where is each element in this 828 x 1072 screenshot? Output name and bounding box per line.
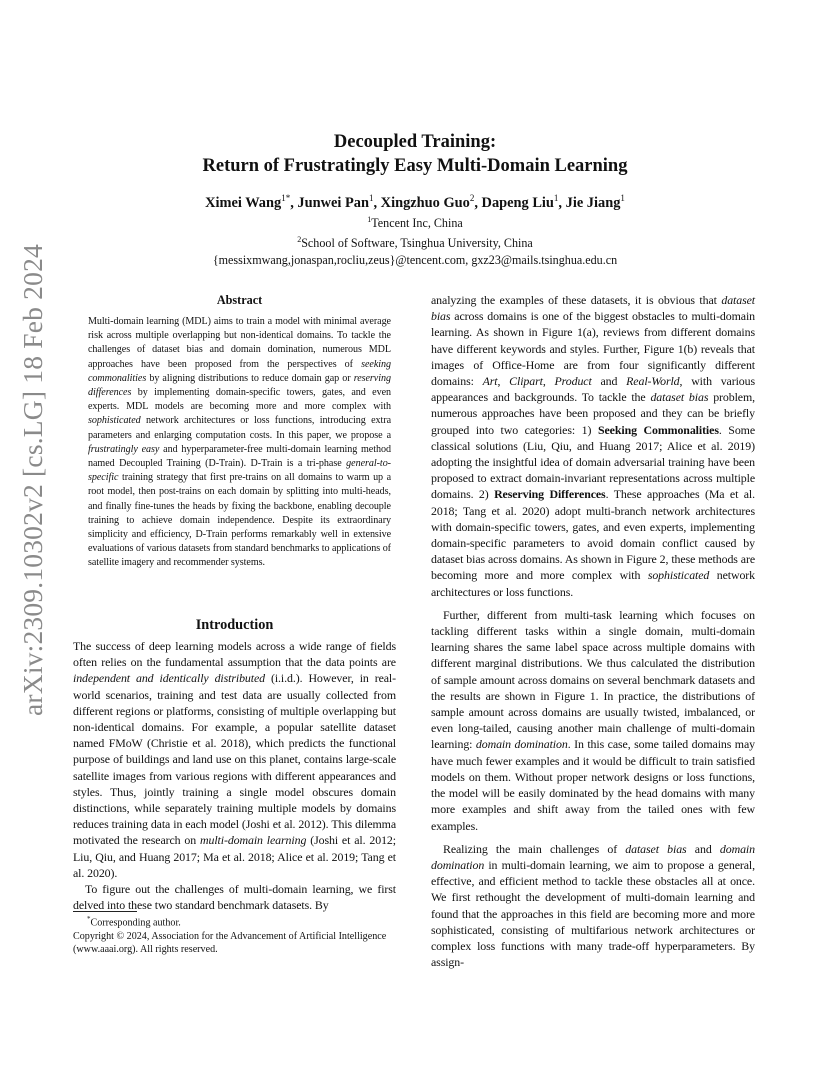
text-run: (Joshi et al. 2012; Liu, Qiu, and Huang 2017; Ma et al. 2018; Alice et al. 2019; Tang et al. 2020). xyxy=(73,833,396,880)
author-affiliation-marker: 1 xyxy=(553,193,559,203)
introduction-paragraph-2: To figure out the challenges of multi-domain learning, we first delved into these two standard benchmark datasets. By xyxy=(73,882,396,913)
text-run: (i.i.d.). However, in real-world scenarios, training and test data are usually collected from different regions or platforms, consisting of multiple overlapping but non-identical domains. For example, a popular satellite dataset named FMoW (Christie et al. 2018), which predicts the functional purpose of buildings and land use on this planet, contains large-scale satellite images from various regions with different appearances and styles. Thus, jointly training a single model obscures domain distinctions, while separately training multiple models by domains reduces training data in each model (Joshi et al. 2012). This dilemma motivated the research on xyxy=(73,671,397,848)
footnotes xyxy=(73,913,403,956)
text-run: , with various appearances and backgrounds. To tackle the xyxy=(431,374,756,405)
introduction-heading: Introduction xyxy=(195,617,274,633)
text-run: and xyxy=(591,374,627,389)
introduction-section xyxy=(73,617,396,913)
arxiv-identifier: arXiv:2309.10302v2 [cs.LG] 18 Feb 2024 xyxy=(17,243,48,716)
emphasis: Product xyxy=(554,374,592,389)
bold-term: Seeking Commonalities xyxy=(597,422,719,437)
emphasis: Clipart xyxy=(509,374,543,389)
emphasis: sophisticated xyxy=(647,568,710,583)
author-affiliation-marker: 1 xyxy=(620,193,625,203)
emphasis: reserving differences xyxy=(88,372,391,399)
affiliation-marker: 1 xyxy=(367,215,372,224)
affiliation-text: School of Software, Tsinghua University, China xyxy=(301,235,533,250)
text-run: network architectures or loss functions. xyxy=(431,568,755,599)
text-run: . These approaches (Ma et al. 2018; Tang et al. 2020) adopt multi-branch network architectures with domain-specific towers, gates, and even experts, implementing domain-specific parameters to avoid domain conflict caused by dataset bias across domains. As shown in Figure 2, these methods are becoming more and more complex with xyxy=(431,487,755,583)
text-run: by aligning distributions to reduce domain gap or xyxy=(146,372,354,384)
affiliation-marker: 2 xyxy=(297,234,302,244)
text-run: training strategy that first pre-trains on all domains to warm up a root model, then post-trains on each domain by splitting into multi-heads, and finally fine-tunes the heads by fixing the backbone, enabling decouple training to achieve domain independence. Despite its extraordinary simplicity and efficiency, D-Train performs remarkably well in extensive evaluations of various datasets from standard benchmarks to applications of satellite imagery and recommender systems. xyxy=(88,472,391,569)
emphasis: domain domination xyxy=(431,841,755,872)
paper-title-line-2: Return of Frustratingly Easy Multi-Domain Learning xyxy=(202,156,628,176)
text-run: in multi-domain learning, we aim to propose a general, effective, and efficient method to tackle these obstacles all at once. We first rethought the development of multi-domain learning and found that the approaches in this field are becoming more and more sophisticated, consisting of multifarious network architectures or complex loss functions with many trade-off hyperparameters. By assign- xyxy=(431,857,755,970)
abstract-paragraph xyxy=(88,315,391,571)
author-name: Xingzhuo Guo xyxy=(380,194,470,211)
body-paragraph-1 xyxy=(431,292,755,600)
footnote-text: Corresponding author. xyxy=(90,917,181,929)
author-name: Ximei Wang xyxy=(205,194,282,211)
emphasis: sophisticated xyxy=(88,415,141,427)
paper-title-line-1: Decoupled Training: xyxy=(333,132,497,152)
author-separator: , xyxy=(558,194,566,211)
text-run: Realizing the main challenges of xyxy=(443,841,626,856)
text-run: . In this case, some tailed domains may have much fewer examples and it would be difficult to train satisfied models on them. Without proper network designs or loss functions, the model will be easily dominated by the head domains with many more examples and shift away from the tailed ones with few examples. xyxy=(431,737,755,833)
affiliation-1 xyxy=(110,212,720,232)
paper-title xyxy=(130,130,700,178)
text-run: across domains is one of the biggest obstacles to multi-domain learning. As shown in Figure 1(a), reviews from different domains have different keywords and styles. Further, Figure 1(b) reveals that images of Office-Home are from four significantly different domains: xyxy=(431,309,755,389)
author-separator: , xyxy=(474,194,482,211)
emphasis: seeking commonalities xyxy=(88,358,391,384)
emphasis: multi-domain learning xyxy=(200,833,307,848)
text-run: by implementing domain-specific towers, gates, and even experts. MDL models are becoming more and more complex with xyxy=(88,387,391,413)
text-run: and hyperparameter-free multi-domain learning method named Decoupled Training (D-Train). D-Train is a tri-phase xyxy=(88,443,391,470)
author-name: Jie Jiang xyxy=(565,194,621,211)
emphasis: dataset bias xyxy=(431,293,755,324)
affiliation-text: Tencent Inc, China xyxy=(371,216,463,231)
text-run: network architectures or loss functions, introducing extra parameters and enlarging computation costs. In this paper, we propose a xyxy=(88,415,391,441)
text-run: , xyxy=(497,374,510,389)
body-paragraph-2 xyxy=(431,607,755,834)
text-run: The success of deep learning models across a wide range of fields often relies on the fundamental assumption that the data points are xyxy=(73,639,396,670)
author-affiliation-marker: 2 xyxy=(469,193,475,203)
author-separator: , xyxy=(373,194,381,211)
text-run: Further, different from multi-task learning which focuses on tackling different tasks within a single domain, multi-domain learning shares the same label space across multiple domains with different marginal distributions. We thus calculated the distribution of sample amount across domains on several benchmark datasets and the results are shown in Figure 1. In practice, the distributions of sample amount across domains are usually twisted, imbalanced, or even long-tailed, causing another main challenge of multi-domain learning: xyxy=(431,607,755,752)
emphasis: Real-World xyxy=(626,374,680,389)
author-name: Dapeng Liu xyxy=(481,194,554,211)
footnote-marker: * xyxy=(87,915,91,923)
introduction-paragraph-1 xyxy=(73,638,396,881)
footnote-divider xyxy=(73,911,137,912)
text-run: and xyxy=(686,841,720,856)
arxiv-identifier-sidebar xyxy=(14,243,52,716)
author-list xyxy=(110,189,720,212)
affiliation-block xyxy=(110,212,720,268)
text-run: analyzing the examples of these datasets, it is obvious that xyxy=(431,293,722,307)
author-affiliation-marker: 1* xyxy=(281,193,291,203)
author-name: Junwei Pan xyxy=(297,194,369,211)
emphasis: general-to-specific xyxy=(88,458,391,484)
body-paragraph-3 xyxy=(431,841,755,971)
emphasis: dataset bias xyxy=(650,390,709,405)
copyright-notice: Copyright © 2024, Association for the Advancement of Artificial Intelligence (www.aaai.org). All rights reserved. xyxy=(73,930,387,955)
emphasis: independent and identically distributed xyxy=(73,671,266,686)
abstract-heading: Abstract xyxy=(216,293,263,307)
author-affiliation-marker: 1 xyxy=(368,193,374,203)
author-emails: {messixmwang,jonaspan,rocliu,zeus}@tencent.com, gxz23@mails.tsinghua.edu.cn xyxy=(212,252,618,267)
text-run: , xyxy=(542,374,555,389)
emphasis: frustratingly easy xyxy=(88,443,160,455)
text-run: . Some classical solutions (Liu, Qiu, and Huang 2017; Alice et al. 2019) adopting the insightful idea of domain adversarial training have been proposed to extract domain-invariant representations across multiple domains. 2) xyxy=(431,422,755,502)
emphasis: domain domination xyxy=(475,737,568,752)
text-run: Multi-domain learning (MDL) aims to train a model with minimal average risk across multiple overlapping but non-identical domains. To tackle the challenges of dataset bias and domain domination, numerous MDL approaches have been proposed from the perspectives of xyxy=(88,316,391,370)
bold-term: Reserving Differences xyxy=(494,487,606,502)
right-column xyxy=(431,292,755,970)
affiliation-2 xyxy=(110,232,720,252)
corresponding-author-footnote xyxy=(73,913,403,930)
author-separator: , xyxy=(290,194,298,211)
emphasis: dataset bias xyxy=(625,841,687,856)
emphasis: Art xyxy=(482,374,498,389)
text-run: problem, numerous approaches have been proposed and they can be briefly grouped into two categories: 1) xyxy=(431,390,756,437)
abstract-section xyxy=(88,293,391,571)
